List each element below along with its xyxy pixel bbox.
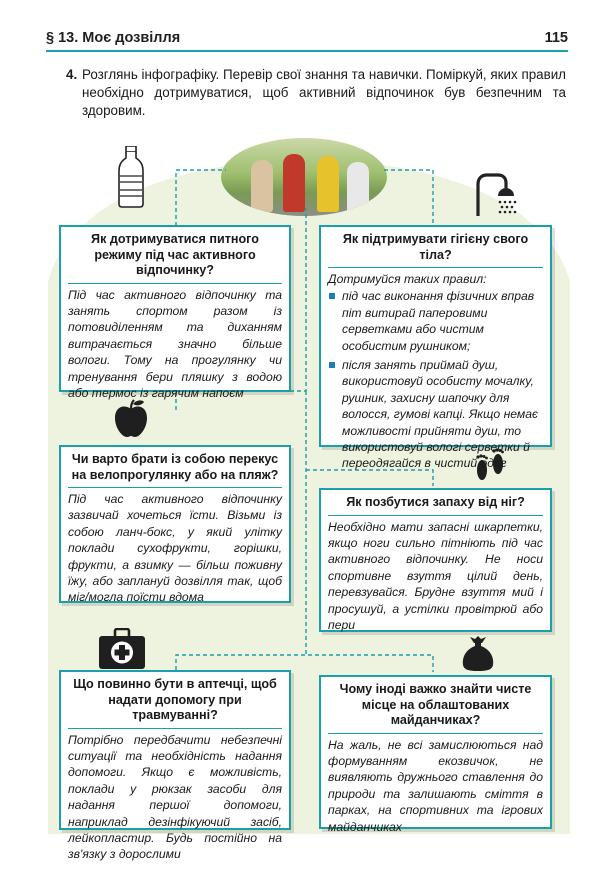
clean-card-text: На жаль, не всі замислюються над формуванням екозвичок, не виявляють дружнього ставлення до природи та залишають сміття в парках, на спортивних та ігрових майданчиках: [328, 737, 543, 834]
trash-bag-icon: [461, 636, 495, 672]
drinking-regime-card: [59, 225, 291, 400]
drinking-card-title: Як дотримуватися питного режиму під час активного відпочинку?: [68, 232, 282, 284]
first-aid-card: [59, 670, 291, 862]
section-title: § 13. Моє дозвілля: [46, 30, 181, 46]
body-hygiene-card: [319, 225, 552, 471]
snack-card-title: Чи варто брати із собою перекус на велопрогулянку або на пляж?: [68, 452, 282, 488]
foot-odor-card: [319, 488, 552, 632]
hygiene-card-lead: Дотримуйся таких правил:: [328, 272, 487, 286]
snack-card-text: Під час активного відпочинку зазвичай хочеться їсти. Візьми із собою ланч-бокс, у який улітку поклади сухофрукти, горішки, фрукти, а взимку — більш поживну їжу, або заплануй дозвілля так, щоб міг/могла поїсти вдома: [68, 492, 282, 605]
feet-card-title: Як позбутися запаху від ніг?: [328, 495, 543, 516]
clean-place-card: [319, 675, 552, 834]
feet-card-text: Необхідно мати запасні шкарпетки, якщо ноги сильно пітніють під час активного відпочинку. Не носи спортивне взуття цілий день, перевзувайся. Брудне взуття мий і просушуй, а устілки провітрюй або пери: [328, 519, 543, 632]
hygiene-rules-list: [328, 288, 543, 471]
hygiene-card-title: Як підтримувати гігієну свого тіла?: [328, 232, 543, 268]
water-bottle-icon: [116, 146, 146, 208]
task-instruction: [66, 66, 566, 120]
list-item: під час виконання фізичних вправ піт витирай паперовими серветками або чистим особистим рушником;: [328, 288, 543, 354]
firstaid-card-text: Потрібно передбачити небезпечні ситуації та необхідність надання допомоги. Якщо є можливість, поклади у рюкзак засоби для надання першої допомоги, наприклад дезінфікуючий засіб, лейкопластир. Будь постійно на зв'язку з дорослими: [68, 732, 282, 862]
children-skating-photo: [221, 138, 387, 216]
snack-card: [59, 445, 291, 603]
task-text: Розглянь інфографіку. Перевір свої знання та навички. Поміркуй, яких правил необхідно дотримуватися, щоб активний відпочинок був безпечним та здоровим.: [82, 67, 566, 118]
drinking-card-text: Під час активного відпочинку та занять спортом разом із потовиділенням та диханням витрачається значно більше вологи. Тому на прогулянку чи тренування бери пляшку з водою або термос із гарячим напоєм: [68, 287, 282, 400]
first-aid-kit-icon: [98, 628, 146, 670]
firstaid-card-title: Що повинно бути в аптечці, щоб надати допомогу при травмуванні?: [68, 677, 282, 729]
shower-icon: [474, 172, 518, 216]
page-number: 115: [544, 30, 568, 46]
apple-icon: [113, 398, 149, 438]
clean-card-title: Чому іноді важко знайти чисте місце на облаштованих майданчиках?: [328, 682, 543, 734]
page-header: [46, 30, 568, 52]
header-divider: [46, 50, 568, 52]
list-item: після занять приймай душ, використовуй особисту мочалку, рушник, захисну шапочку для волосся, гумові капці. Якщо немає можливості прийняти душ, то використовуй вологі серветки й переодягайся в чистий одяг: [328, 357, 543, 472]
task-number: 4.: [66, 67, 78, 82]
